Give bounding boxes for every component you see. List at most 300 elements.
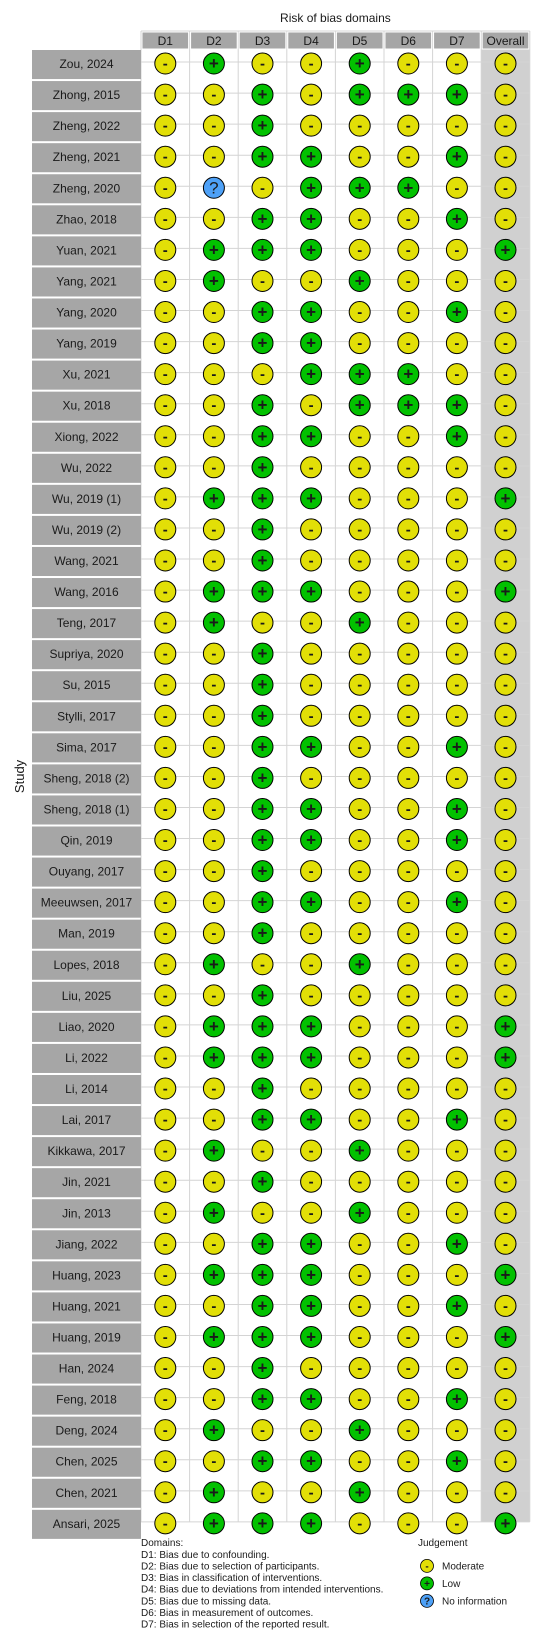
judgement-symbol: -: [357, 304, 363, 322]
study-label: Meeuwsen, 2017: [40, 895, 133, 910]
judgement-mark: [301, 1358, 322, 1379]
table-row: [32, 827, 516, 856]
judgement-symbol: +: [306, 1513, 317, 1533]
judgement-symbol: +: [257, 861, 268, 881]
judgement-mark: [301, 84, 322, 105]
judgement-symbol: +: [306, 488, 317, 508]
judgement-mark: [155, 954, 176, 975]
judgement-symbol: -: [162, 1111, 168, 1129]
judgement-symbol: +: [257, 892, 268, 912]
table-row: [32, 1044, 516, 1073]
judgement-mark: [252, 208, 273, 229]
judgement-symbol: -: [162, 1422, 168, 1440]
judgement-symbol: -: [357, 117, 363, 135]
judgement-symbol: -: [211, 1360, 217, 1378]
judgement-mark: [155, 208, 176, 229]
judgement-mark: [446, 1513, 467, 1534]
judgement-symbol: -: [405, 583, 411, 601]
judgement-symbol: -: [405, 863, 411, 881]
judgement-mark: [398, 1326, 419, 1347]
judgement-symbol: -: [162, 925, 168, 943]
judgement-symbol: +: [306, 240, 317, 260]
table-row: [32, 485, 516, 514]
judgement-symbol: -: [357, 1453, 363, 1471]
judgement-symbol: -: [503, 1204, 508, 1222]
judgement-mark: [155, 302, 176, 323]
judgement-mark: [203, 830, 224, 851]
judgement-symbol: -: [503, 1235, 508, 1253]
judgement-mark: [446, 1389, 467, 1410]
judgement-mark: [495, 674, 516, 695]
judgement-symbol: -: [357, 738, 363, 756]
judgement-mark: [446, 736, 467, 757]
domain-description: D2: Bias due to selection of participants.: [141, 1561, 320, 1573]
judgement-symbol: -: [503, 55, 508, 73]
judgement-mark: [349, 892, 370, 913]
judgement-symbol: -: [454, 179, 460, 197]
judgement-mark: [495, 519, 516, 540]
chart-title: Risk of bias domains: [280, 11, 391, 25]
judgement-symbol: -: [357, 521, 363, 539]
judgement-mark: [446, 53, 467, 74]
judgement-mark: [301, 239, 322, 260]
judgement-mark: [155, 767, 176, 788]
judgement-symbol: +: [257, 830, 268, 850]
judgement-mark: [301, 892, 322, 913]
judgement-mark: [349, 1358, 370, 1379]
judgement-mark: [301, 1140, 322, 1161]
judgement-mark: [252, 302, 273, 323]
judgement-symbol: +: [306, 178, 317, 198]
judgement-mark: [349, 1264, 370, 1285]
table-row: [32, 1075, 516, 1104]
judgement-symbol: +: [451, 799, 462, 819]
judgement-symbol: -: [405, 769, 411, 787]
study-label: Feng, 2018: [56, 1392, 117, 1407]
judgement-symbol: -: [357, 1018, 363, 1036]
judgement-symbol: -: [162, 1328, 168, 1346]
judgement-mark: [495, 892, 516, 913]
judgement-mark: [301, 923, 322, 944]
judgement-mark: [203, 705, 224, 726]
judgement-symbol: -: [503, 428, 508, 446]
study-label: Liu, 2025: [61, 988, 112, 1003]
judgement-symbol: -: [211, 1391, 217, 1409]
study-label: Stylli, 2017: [57, 709, 116, 724]
judgement-symbol: -: [454, 1142, 460, 1160]
judgement-symbol: -: [503, 832, 508, 850]
judgement-mark: [495, 239, 516, 260]
judgement-mark: [155, 395, 176, 416]
judgement-mark: [203, 581, 224, 602]
judgement-mark: [446, 1264, 467, 1285]
judgement-symbol: -: [503, 1422, 508, 1440]
judgement-symbol: +: [257, 240, 268, 260]
judgement-mark: [398, 146, 419, 167]
judgement-mark: [495, 736, 516, 757]
judgement-symbol: -: [503, 1391, 508, 1409]
study-label: Jiang, 2022: [55, 1237, 118, 1252]
judgement-symbol: -: [454, 366, 460, 384]
judgement-symbol: +: [257, 644, 268, 664]
judgement-mark: [398, 581, 419, 602]
judgement-mark: [301, 1482, 322, 1503]
study-label: Yang, 2020: [56, 305, 117, 320]
judgement-symbol: -: [162, 1515, 168, 1533]
table-row: [32, 764, 516, 793]
judgement-symbol: -: [357, 987, 363, 1005]
judgement-symbol: -: [308, 272, 314, 290]
judgement-mark: [349, 1140, 370, 1161]
judgement-mark: [398, 705, 419, 726]
judgement-symbol: -: [260, 1422, 265, 1440]
judgement-symbol: +: [306, 1451, 317, 1471]
judgement-mark: [301, 1109, 322, 1130]
judgement-symbol: +: [306, 364, 317, 384]
judgement-symbol: -: [162, 645, 168, 663]
judgement-mark: [301, 674, 322, 695]
judgement-symbol: -: [211, 366, 217, 384]
table-row: [32, 547, 516, 576]
judgement-symbol: -: [454, 335, 460, 353]
judgement-mark: [301, 612, 322, 633]
judgement-mark: [301, 736, 322, 757]
judgement-mark: [398, 1358, 419, 1379]
study-label: Chen, 2021: [55, 1485, 118, 1500]
judgement-symbol: -: [162, 272, 168, 290]
judgement-symbol: -: [454, 925, 460, 943]
judgement-symbol: -: [405, 707, 411, 725]
table-row: [32, 889, 516, 918]
judgement-mark: [252, 1420, 273, 1441]
judgement-mark: [446, 1078, 467, 1099]
judgement-mark: [495, 302, 516, 323]
judgement-symbol: -: [162, 676, 168, 694]
judgement-symbol: +: [451, 147, 462, 167]
chart-footer: [141, 1538, 507, 1631]
domain-header-label: D3: [254, 34, 271, 48]
judgement-symbol: -: [308, 1422, 314, 1440]
judgement-symbol: +: [354, 1420, 365, 1440]
judgement-symbol: -: [503, 148, 508, 166]
judgement-mark: [398, 1513, 419, 1534]
judgement-mark: [203, 1016, 224, 1037]
judgement-mark: [155, 1389, 176, 1410]
judgement-mark: [252, 239, 273, 260]
judgement-symbol: -: [503, 863, 508, 881]
judgement-mark: [495, 1047, 516, 1068]
y-axis-label: Study: [12, 759, 27, 794]
judgement-symbol: -: [454, 1049, 460, 1067]
judgement-symbol: +: [306, 582, 317, 602]
judgement-symbol: -: [162, 366, 168, 384]
judgement-mark: [446, 1420, 467, 1441]
study-label: Han, 2024: [58, 1361, 115, 1376]
judgement-mark: [495, 1420, 516, 1441]
judgement-mark: [155, 457, 176, 478]
judgement-mark: [349, 767, 370, 788]
judgement-mark: [446, 519, 467, 540]
judgement-mark: [155, 333, 176, 354]
judgement-mark: [203, 1047, 224, 1068]
judgement-mark: [398, 1140, 419, 1161]
judgement-mark: [252, 1358, 273, 1379]
judgement-mark: [203, 1140, 224, 1161]
judgement-mark: [155, 1047, 176, 1068]
judgement-symbol: +: [354, 954, 365, 974]
judgement-symbol: -: [357, 863, 363, 881]
judgement-mark: [495, 643, 516, 664]
judgement-symbol: -: [454, 1018, 460, 1036]
judgement-symbol: +: [500, 1016, 511, 1036]
judgement-symbol: +: [500, 1327, 511, 1347]
judgement-symbol: +: [354, 178, 365, 198]
judgement-mark: [495, 177, 516, 198]
judgement-mark: [398, 1078, 419, 1099]
judgement-symbol: -: [454, 676, 460, 694]
judgement-mark: [301, 270, 322, 291]
judgement-symbol: -: [308, 55, 314, 73]
judgement-mark: [495, 1451, 516, 1472]
table-row: [32, 143, 516, 172]
judgement-symbol: +: [208, 1265, 219, 1285]
judgement-mark: [203, 1202, 224, 1223]
judgement-mark: [349, 1109, 370, 1130]
judgement-symbol: +: [208, 488, 219, 508]
judgement-mark: [203, 302, 224, 323]
judgement-symbol: +: [208, 613, 219, 633]
judgement-symbol: +: [257, 488, 268, 508]
judgement-symbol: +: [257, 1079, 268, 1099]
table-row: [32, 1013, 516, 1042]
judgement-mark: [155, 53, 176, 74]
judgement-symbol: +: [306, 1265, 317, 1285]
judgement-mark: [495, 1358, 516, 1379]
judgement-symbol: -: [308, 925, 314, 943]
judgement-mark: [398, 1482, 419, 1503]
judgement-mark: [349, 1326, 370, 1347]
judgement-symbol: -: [454, 1484, 460, 1502]
study-label: Kikkawa, 2017: [47, 1144, 126, 1159]
judgement-symbol: +: [354, 613, 365, 633]
judgement-mark: [446, 830, 467, 851]
judgement-symbol: +: [208, 1513, 219, 1533]
judgement-mark: [446, 798, 467, 819]
judgement-symbol: -: [162, 1049, 168, 1067]
judgement-mark: [155, 923, 176, 944]
table-row: [32, 454, 516, 483]
judgement-mark: [252, 177, 273, 198]
judgement-mark: [155, 488, 176, 509]
judgement-symbol: -: [357, 1360, 363, 1378]
judgement-mark: [252, 395, 273, 416]
judgement-mark: [495, 767, 516, 788]
judgement-mark: [252, 1264, 273, 1285]
judgement-mark: [301, 426, 322, 447]
judgement-symbol: +: [208, 1327, 219, 1347]
judgement-symbol: -: [503, 1360, 508, 1378]
judgement-symbol: -: [357, 583, 363, 601]
judgement-symbol: -: [454, 55, 460, 73]
judgement-symbol: -: [162, 987, 168, 1005]
judgement-symbol: -: [162, 1453, 168, 1471]
judgement-symbol: +: [257, 1047, 268, 1067]
judgement-mark: [495, 426, 516, 447]
judgement-mark: [446, 674, 467, 695]
judgement-mark: [495, 985, 516, 1006]
judgement-mark: [446, 1202, 467, 1223]
judgement-mark: [301, 115, 322, 136]
judgement-symbol: -: [211, 210, 217, 228]
judgement-symbol: -: [405, 428, 411, 446]
judgement-mark: [203, 364, 224, 385]
judgement-mark: [203, 550, 224, 571]
judgement-symbol: -: [357, 769, 363, 787]
judgement-symbol: +: [500, 488, 511, 508]
judgement-symbol: -: [211, 863, 217, 881]
judgement-symbol: +: [451, 85, 462, 105]
judgement-symbol: -: [162, 1080, 168, 1098]
judgement-mark: [301, 643, 322, 664]
judgement-symbol: -: [357, 676, 363, 694]
judgement-mark: [301, 1513, 322, 1534]
judgement-mark: [155, 1358, 176, 1379]
judgement-mark: [446, 426, 467, 447]
study-label: Wu, 2019 (1): [51, 491, 122, 506]
judgement-mark: [495, 1513, 516, 1534]
judgement-symbol: +: [403, 178, 414, 198]
study-label: Yang, 2019: [56, 336, 117, 351]
judgement-symbol: -: [503, 1297, 508, 1315]
judgement-mark: [446, 581, 467, 602]
judgement-symbol: -: [503, 1173, 508, 1191]
judgement-mark: [155, 581, 176, 602]
judgement-symbol: +: [257, 1513, 268, 1533]
judgement-symbol: +: [257, 923, 268, 943]
judgement-symbol: -: [405, 552, 411, 570]
judgement-mark: [398, 892, 419, 913]
legend-item: [421, 1559, 485, 1572]
judgement-symbol: -: [405, 645, 411, 663]
judgement-mark: [301, 1078, 322, 1099]
judgement-mark: [349, 1171, 370, 1192]
judgement-mark: [252, 53, 273, 74]
judgement-mark: [252, 1389, 273, 1410]
judgement-mark: [301, 177, 322, 198]
judgement-symbol: +: [257, 1265, 268, 1285]
table-row: [32, 361, 516, 390]
judgement-symbol: -: [405, 459, 411, 477]
judgement-symbol: -: [308, 956, 314, 974]
judgement-symbol: +: [500, 1047, 511, 1067]
judgement-symbol: +: [208, 954, 219, 974]
judgement-mark: [495, 488, 516, 509]
domain-header-label: D2: [206, 34, 222, 48]
judgement-mark: [349, 550, 370, 571]
judgement-symbol: -: [357, 800, 363, 818]
judgement-mark: [252, 1513, 273, 1534]
judgement-mark: [203, 861, 224, 882]
judgement-mark: [252, 333, 273, 354]
judgement-mark: [301, 985, 322, 1006]
judgement-symbol: -: [211, 769, 217, 787]
judgement-mark: [446, 612, 467, 633]
judgement-symbol: -: [357, 1173, 363, 1191]
judgement-symbol: -: [405, 490, 411, 508]
table-row: [32, 702, 516, 731]
judgement-mark: [495, 208, 516, 229]
judgement-mark: [446, 861, 467, 882]
judgement-symbol: -: [357, 1297, 363, 1315]
judgement-symbol: +: [451, 1451, 462, 1471]
judgement-symbol: -: [503, 552, 508, 570]
judgement-symbol: -: [357, 552, 363, 570]
judgement-symbol: +: [451, 1234, 462, 1254]
judgement-mark: [495, 84, 516, 105]
judgement-symbol: -: [454, 707, 460, 725]
judgement-mark: [203, 798, 224, 819]
judgement-mark: [349, 426, 370, 447]
judgement-mark: [252, 1171, 273, 1192]
judgement-symbol: +: [451, 830, 462, 850]
judgement-symbol: -: [503, 956, 508, 974]
judgement-symbol: -: [357, 894, 363, 912]
study-rows: [32, 50, 516, 1539]
table-row: [32, 982, 516, 1011]
judgement-symbol: -: [357, 645, 363, 663]
judgement-mark: [155, 1264, 176, 1285]
judgement-symbol: +: [306, 1016, 317, 1036]
judgement-mark: [155, 84, 176, 105]
judgement-mark: [203, 892, 224, 913]
judgement-symbol: -: [308, 1173, 314, 1191]
table-row: [32, 1323, 516, 1352]
judgement-mark: [446, 1326, 467, 1347]
judgement-mark: [252, 1202, 273, 1223]
judgement-mark: [398, 861, 419, 882]
table-row: [32, 81, 516, 110]
judgement-symbol: -: [211, 459, 217, 477]
judgement-mark: [155, 239, 176, 260]
judgement-symbol: -: [162, 707, 168, 725]
legend-symbol: ?: [423, 1596, 431, 1608]
judgement-symbol: -: [162, 1204, 168, 1222]
judgement-symbol: +: [208, 1016, 219, 1036]
judgement-symbol: -: [260, 614, 265, 632]
judgement-mark: [252, 954, 273, 975]
judgement-mark: [252, 581, 273, 602]
judgement-mark: [252, 798, 273, 819]
judgement-symbol: +: [306, 1047, 317, 1067]
study-label: Huang, 2021: [52, 1299, 121, 1314]
judgement-symbol: -: [503, 179, 508, 197]
judgement-mark: [495, 1295, 516, 1316]
table-row: [32, 1292, 516, 1321]
judgement-symbol: +: [451, 209, 462, 229]
judgement-symbol: +: [257, 1451, 268, 1471]
judgement-mark: [155, 1233, 176, 1254]
judgement-symbol: +: [451, 302, 462, 322]
judgement-symbol: ?: [209, 178, 219, 198]
judgement-symbol: -: [357, 925, 363, 943]
judgement-mark: [155, 270, 176, 291]
judgement-mark: [398, 302, 419, 323]
judgement-mark: [398, 923, 419, 944]
judgement-mark: [203, 1233, 224, 1254]
judgement-symbol: -: [405, 1422, 411, 1440]
judgement-mark: [398, 1420, 419, 1441]
judgement-mark: [203, 333, 224, 354]
